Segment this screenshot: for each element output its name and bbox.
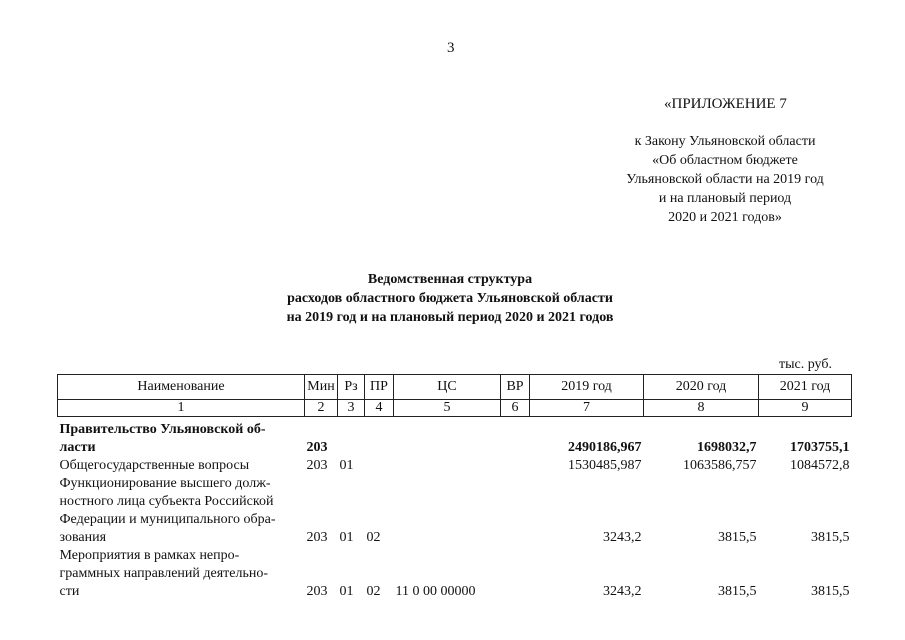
row-vr [501, 547, 530, 601]
row-2020: 3815,5 [718, 530, 757, 545]
row-min: 203 [306, 584, 328, 599]
law-line: 2020 и 2021 годов» [668, 210, 782, 225]
column-number-row [58, 400, 852, 417]
row-name [58, 417, 305, 458]
law-reference [600, 132, 850, 227]
row-min: 203 [306, 458, 328, 473]
row-rz [338, 417, 365, 458]
row-name-line: Правительство Ульяновской об- [59, 422, 266, 437]
units-label: тыс. руб. [779, 357, 832, 372]
row-name-line: граммных направлений деятельно- [59, 566, 269, 581]
row-name-line: Функционирование высшего долж- [59, 476, 271, 491]
row-rz: 01 [339, 458, 354, 473]
header-name: Наименование [58, 375, 305, 400]
row-2021: 1084572,8 [790, 458, 850, 473]
header-rz: Рз [338, 375, 365, 400]
row-2020: 1063586,757 [683, 458, 757, 473]
appendix-label: «ПРИЛОЖЕНИЕ 7 [664, 96, 787, 112]
law-line: Ульяновской области на 2019 год [626, 172, 824, 187]
column-number: 5 [394, 400, 501, 417]
row-vr [501, 475, 530, 547]
row-min: 203 [306, 440, 328, 455]
title-line: на 2019 год и на плановый период 2020 и 2021 годов [286, 310, 614, 325]
row-cs: 11 0 00 00000 [395, 584, 476, 599]
row-name [58, 457, 305, 475]
row-cs [394, 475, 501, 547]
row-name-line: ласти [59, 440, 96, 455]
row-rz: 01 [339, 530, 354, 545]
row-name-line: Общегосударственные вопросы [59, 458, 250, 473]
row-2021: 1703755,1 [790, 440, 850, 455]
title-line: Ведомственная структура [367, 272, 533, 287]
row-2021: 3815,5 [811, 530, 850, 545]
column-number: 8 [644, 400, 759, 417]
document-title [200, 270, 700, 327]
header-2019: 2019 год [530, 375, 644, 400]
budget-table [57, 374, 852, 601]
row-name-line: Мероприятия в рамках непро- [59, 548, 240, 563]
row-pr: 02 [366, 530, 381, 545]
row-2019: 3243,2 [603, 530, 642, 545]
column-number: 3 [338, 400, 365, 417]
row-2020: 3815,5 [718, 584, 757, 599]
column-number: 1 [58, 400, 305, 417]
header-row [58, 375, 852, 400]
row-2021: 3815,5 [811, 584, 850, 599]
row-rz: 01 [339, 584, 354, 599]
column-number: 6 [501, 400, 530, 417]
header-cs: ЦС [394, 375, 501, 400]
row-2020: 1698032,7 [697, 440, 757, 455]
row-name-line: Федерации и муниципального обра- [59, 512, 276, 527]
law-line: «Об областном бюджете [652, 153, 798, 168]
table-row [58, 547, 852, 601]
row-vr [501, 457, 530, 475]
row-cs [394, 417, 501, 458]
header-2021: 2021 год [759, 375, 852, 400]
header-2020: 2020 год [644, 375, 759, 400]
title-line: расходов областного бюджета Ульяновской области [287, 291, 613, 306]
header-pr: ПР [365, 375, 394, 400]
table-row [58, 417, 852, 458]
column-number: 4 [365, 400, 394, 417]
page-number: 3 [447, 40, 455, 56]
law-line: к Закону Ульяновской области [634, 134, 816, 149]
table-row [58, 475, 852, 547]
row-pr [365, 457, 394, 475]
row-name [58, 475, 305, 547]
column-number: 2 [305, 400, 338, 417]
row-name [58, 547, 305, 601]
row-name-line: сти [59, 584, 80, 599]
row-2019: 3243,2 [603, 584, 642, 599]
row-2019: 2490186,967 [568, 440, 642, 455]
row-name-line: зования [59, 530, 107, 545]
header-vr: ВР [501, 375, 530, 400]
row-name-line: ностного лица субъекта Российской [59, 494, 274, 509]
row-pr: 02 [366, 584, 381, 599]
column-number: 7 [530, 400, 644, 417]
law-line: и на плановый период [658, 191, 792, 206]
row-2019: 1530485,987 [568, 458, 642, 473]
header-min: Мин [305, 375, 338, 400]
row-vr [501, 417, 530, 458]
row-cs [394, 457, 501, 475]
column-number: 9 [759, 400, 852, 417]
row-min: 203 [306, 530, 328, 545]
table-row [58, 457, 852, 475]
row-pr [365, 417, 394, 458]
